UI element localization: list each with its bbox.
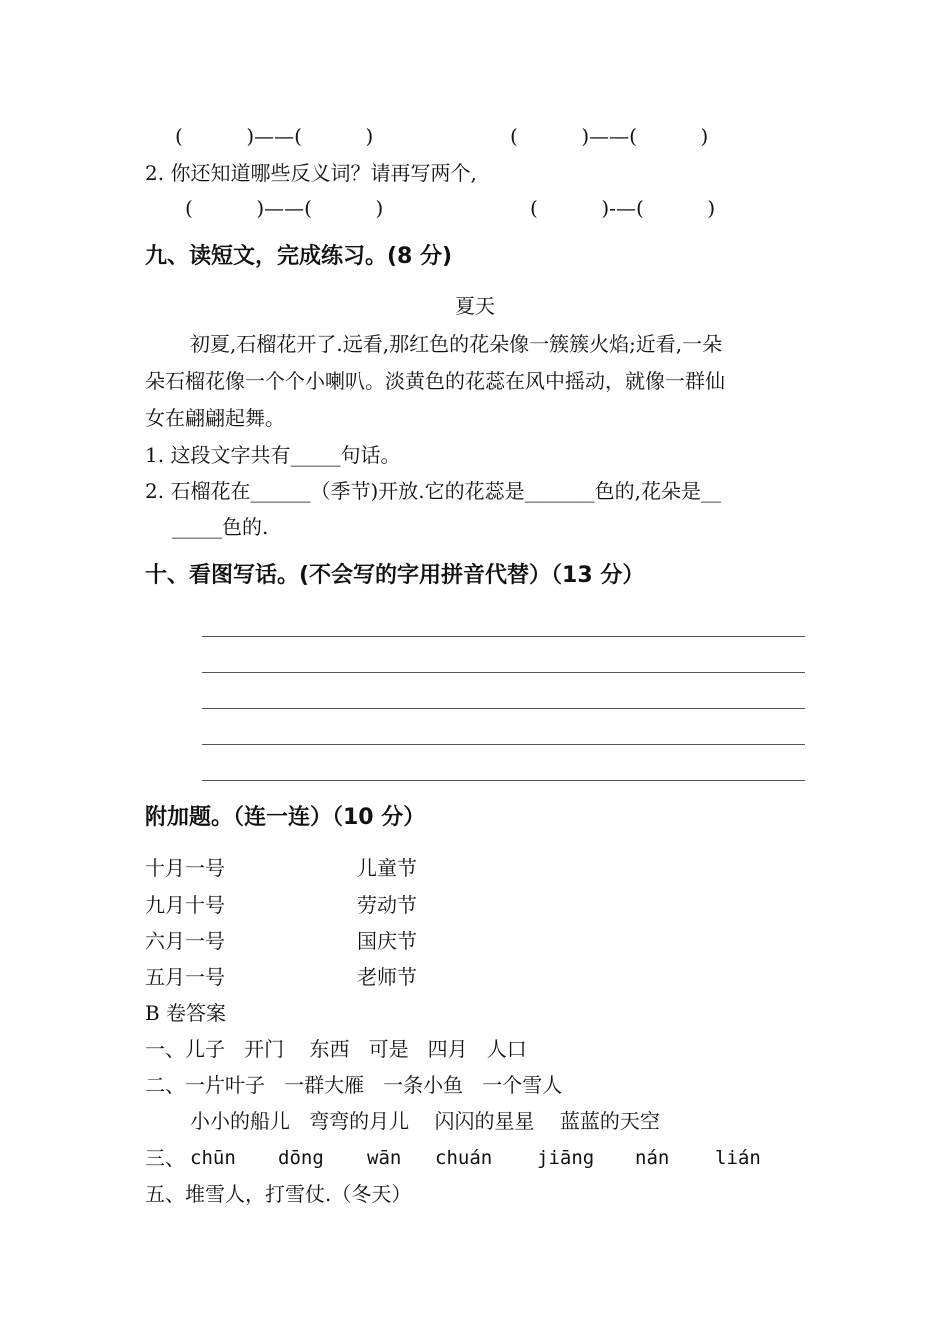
- answer-line-5: 五、堆雪人，打雪仗.（冬天）: [145, 1182, 412, 1206]
- festival-item: 老师节: [357, 965, 417, 989]
- section9-question-2-line1: 2. 石榴花在______（季节)开放.它的花蕊是_______色的,花朵是__: [145, 479, 721, 503]
- antonym-question-2: 2. 你还知道哪些反义词？请再写两个,: [145, 161, 477, 185]
- writing-line: [202, 708, 805, 709]
- answer-line-4-prefix: 三、: [145, 1146, 185, 1170]
- section9-question-2-line2: _____色的.: [172, 515, 269, 539]
- antonym-row1-right: ( )——( ): [510, 124, 709, 148]
- passage-line-3: 女在翩翩起舞。: [145, 406, 285, 430]
- section9-heading: 九、读短文，完成练习。(8 分): [145, 244, 453, 269]
- pinyin-item: wān: [367, 1147, 402, 1169]
- antonym-row2-right: ( )-—( ): [530, 196, 716, 220]
- antonym-row2-left: ( )——( ): [185, 196, 384, 220]
- passage-line-1: 初夏,石榴花开了.远看,那红色的花朵像一簇簇火焰;近看,一朵: [190, 332, 723, 356]
- writing-line: [202, 744, 805, 745]
- date-item: 十月一号: [145, 856, 225, 880]
- section10-heading: 十、看图写话。(不会写的字用拼音代替）（13 分）: [145, 563, 645, 588]
- pinyin-item: dōng: [278, 1147, 324, 1169]
- answer-line-1: 一、儿子 开门 东西 可是 四月 人口: [145, 1037, 527, 1061]
- antonym-row1-left: ( )——( ): [175, 124, 374, 148]
- pinyin-item: nán: [635, 1147, 670, 1169]
- date-item: 六月一号: [145, 929, 225, 953]
- date-item: 九月十号: [145, 893, 225, 917]
- writing-line: [202, 780, 805, 781]
- writing-line: [202, 636, 805, 637]
- passage-line-2: 朵石榴花像一个个小喇叭。淡黄色的花蕊在风中摇动，就像一群仙: [145, 369, 725, 393]
- passage-title: 夏天: [455, 294, 495, 318]
- pinyin-item: lián: [715, 1147, 761, 1169]
- date-item: 五月一号: [145, 965, 225, 989]
- festival-item: 国庆节: [357, 929, 417, 953]
- answers-title: B 卷答案: [145, 1001, 227, 1025]
- section9-question-1: 1. 这段文字共有_____句话。: [145, 443, 401, 467]
- writing-line: [202, 672, 805, 673]
- pinyin-item: chuán: [435, 1147, 493, 1169]
- pinyin-item: jiāng: [537, 1147, 595, 1169]
- answer-line-3: 小小的船儿 弯弯的月儿 闪闪的星星 蓝蓝的天空: [190, 1109, 660, 1133]
- festival-item: 劳动节: [357, 893, 417, 917]
- answer-line-2: 二、一片叶子 一群大雁 一条小鱼 一个雪人: [145, 1073, 563, 1097]
- pinyin-item: chūn: [190, 1147, 236, 1169]
- festival-item: 儿童节: [357, 856, 417, 880]
- bonus-heading: 附加题。（连一连）（10 分）: [145, 805, 426, 830]
